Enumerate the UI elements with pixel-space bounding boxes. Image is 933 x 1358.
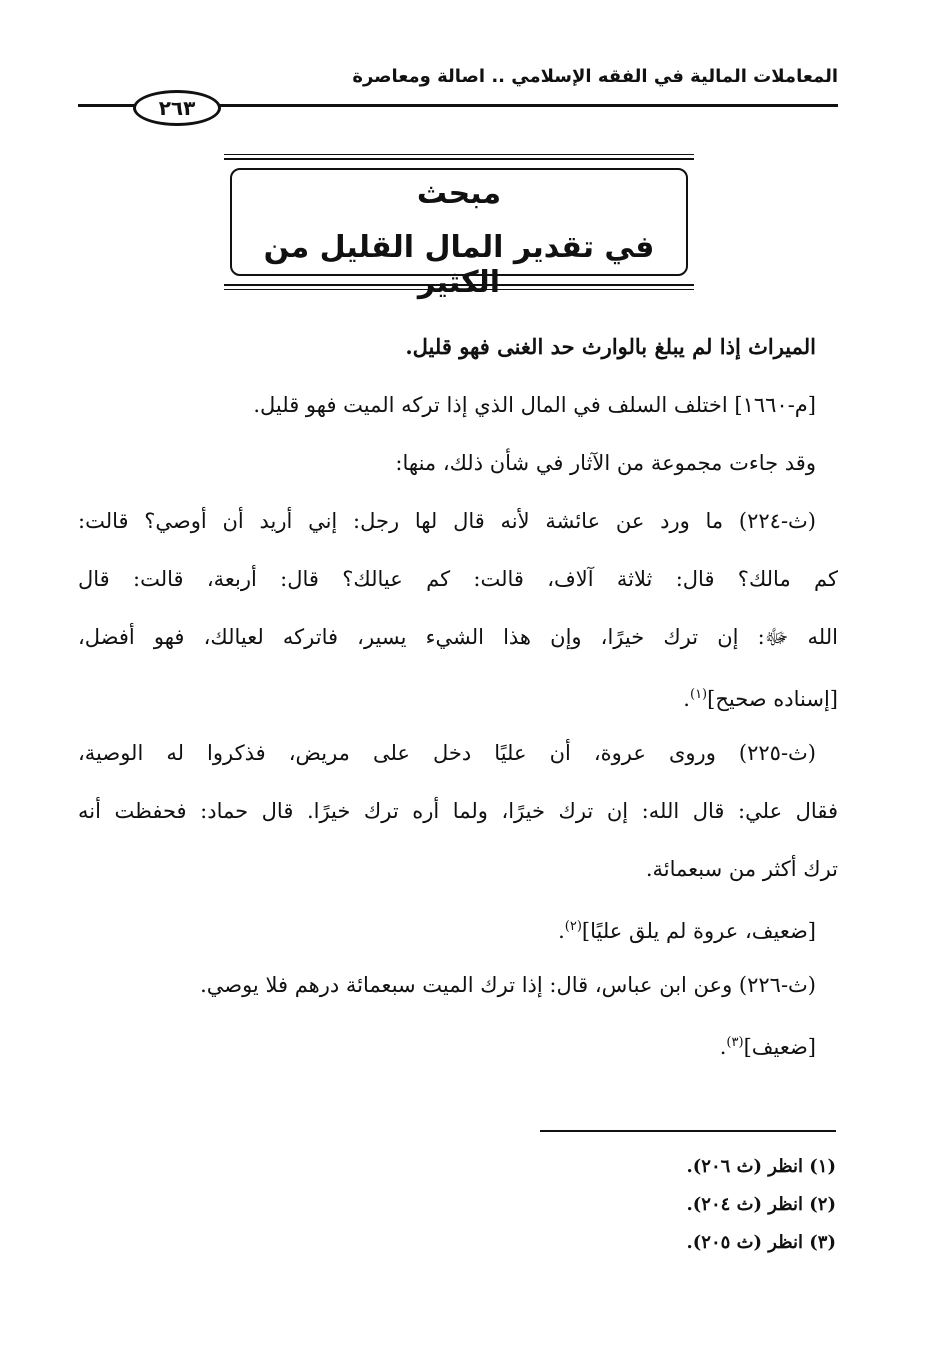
paragraph-5 (78, 724, 838, 898)
section-label: مبحث (416, 176, 502, 211)
paragraph-6 (78, 898, 838, 956)
text-line: فقال علي: قال الله: إن ترك خيرًا، ولما أره ترك خيرًا. قال حماد: فحفظت أنه (78, 799, 838, 823)
text-line: [إسناده صحيح]$^{(١)}$. (683, 687, 838, 711)
text-line: ترك أكثر من سبعمائة. (645, 857, 838, 881)
page-number: ٢٦٣ (133, 90, 221, 126)
text-line: (ث-٢٢٥) وروى عروة، أن عليًا دخل على مريض، فذكروا له الوصية، (78, 741, 816, 765)
footnote-ref: (٢) (564, 919, 582, 934)
text-line: (ث-٢٢٦) وعن ابن عباس، قال: إذا ترك الميت سبعمائة درهم فلا يوصي. (200, 973, 816, 997)
grading: [ضعيف، عروة لم يلق عليًا] (581, 919, 816, 943)
footnote-rule (540, 1130, 836, 1132)
paragraph-4 (78, 492, 838, 724)
text-line: [م-١٦٦٠] اختلف السلف في المال الذي إذا تركه الميت فهو قليل. (253, 393, 816, 417)
paragraph-3 (78, 434, 838, 492)
text-line: [ضعيف]$^{(٣)}$. (719, 1035, 816, 1059)
footnote-ref: (١) (689, 687, 708, 702)
frame-rule-top (224, 154, 694, 155)
text-line: [ضعيف، عروة لم يلق عليًا]$^{(٢)}$. (558, 919, 816, 943)
paragraph-1 (78, 318, 838, 376)
footnote-ref: (٣) (726, 1035, 744, 1050)
footnote-3: (٣) انظر (ث ٢٠٥). (686, 1232, 836, 1253)
paragraph-8 (78, 1014, 838, 1072)
grading: [ضعيف] (743, 1035, 816, 1059)
text-line: الله ﷻ: إن ترك خيرًا، وإن هذا الشيء يسير، فاتركه لعيالك، فهو أفضل، (78, 625, 838, 649)
text-line: وقد جاءت مجموعة من الآثار في شأن ذلك، منها: (395, 451, 816, 475)
frame-rule-top-thick (224, 158, 694, 160)
running-header: المعاملات المالية في الفقه الإسلامي .. اصالة ومعاصرة (352, 66, 838, 87)
paragraph-7 (78, 956, 838, 1014)
body-text (78, 318, 838, 1072)
grading: [إسناده صحيح] (707, 687, 838, 711)
text-line: (ث-٢٢٤) ما ورد عن عائشة لأنه قال لها رجل: إني أريد أن أوصي؟ قالت: (78, 509, 816, 533)
text-line: الميراث إذا لم يبلغ بالوارث حد الغنى فهو قليل. (405, 334, 816, 359)
footnotes (686, 1148, 836, 1262)
title-frame (224, 154, 694, 300)
paragraph-2 (78, 376, 838, 434)
text-line: كم مالك؟ قال: ثلاثة آلاف، قالت: كم عيالك؟ قال: أربعة، قالت: قال (78, 567, 838, 591)
footnote-2: (٢) انظر (ث ٢٠٤). (686, 1194, 836, 1215)
section-title: في تقدير المال القليل من الكثير (263, 230, 655, 300)
footnote-1: (١) انظر (ث ٢٠٦). (686, 1156, 836, 1177)
